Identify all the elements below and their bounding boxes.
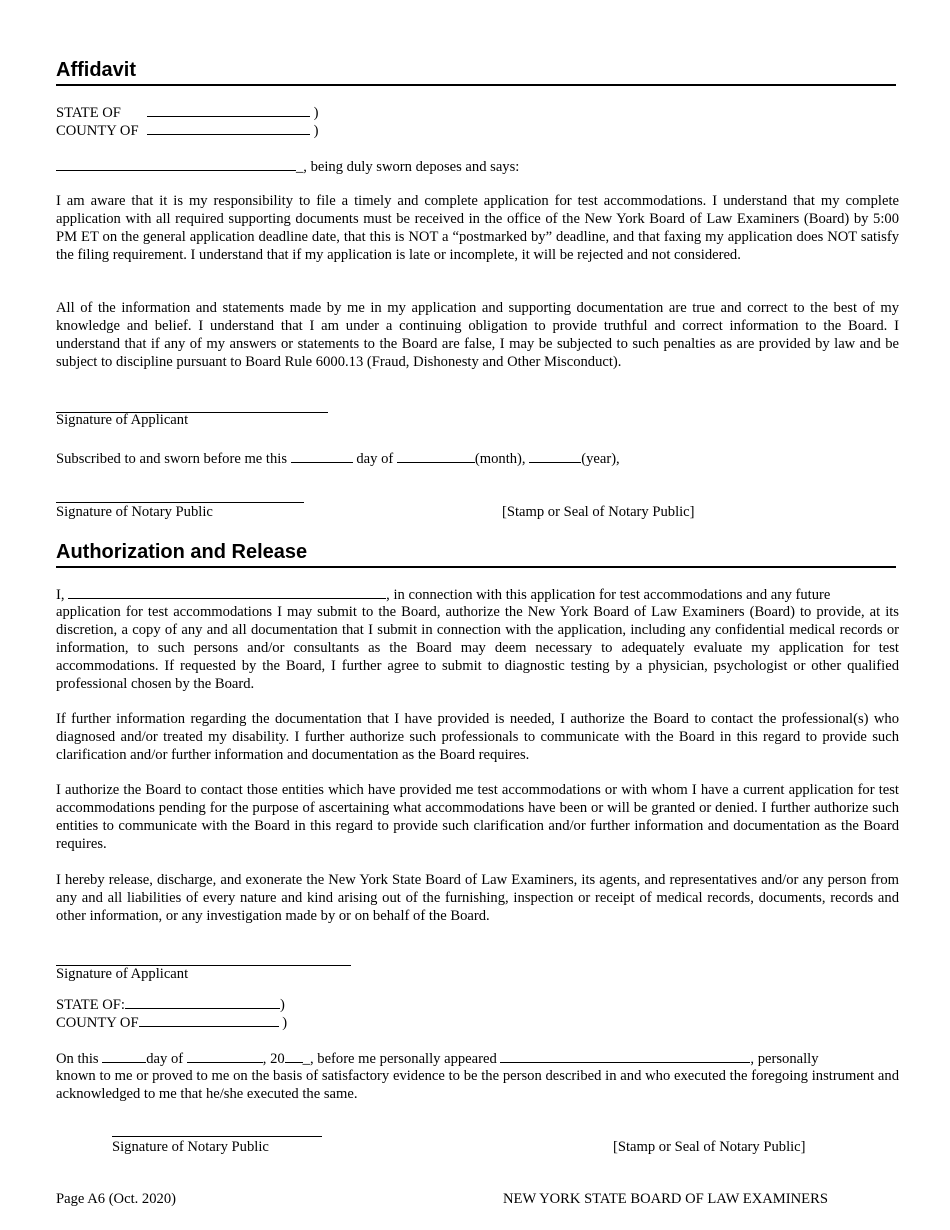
ack-year-field[interactable] (285, 1049, 303, 1063)
affidavit-paragraph-2: All of the information and statements made by me in my application and supporting documentation are true and correct to the best of my knowledge and belief. I understand that I am under a continuing obligation to provide truthful and correct information to the Board. I understand that if any of my answers or statements to the Board are false, I may be subjected to such penalties as are provided by law and be subject to discipline pursuant to Board Rule 6000.13 (Fraud, Dishonesty and Other Misconduct). (56, 300, 899, 370)
release-name-field[interactable] (68, 585, 386, 599)
ack-day-field[interactable] (102, 1049, 146, 1063)
ack-personally: , personally (750, 1051, 819, 1067)
affidavit-county-row (56, 121, 319, 140)
ack-month-field[interactable] (187, 1049, 263, 1063)
affidavit-title: Affidavit (56, 58, 896, 86)
ack-day-of: day of (146, 1051, 184, 1067)
ack-before-me: _, before me personally appeared (302, 1051, 497, 1067)
affidavit-state-row (56, 103, 319, 122)
release-paragraph-1: application for test accommodations I may submit to the Board, authorize the New York Board of Law Examiners (Board) to provide, at its discretion, a copy of any and all documentation that I submit in connection with the application, including any confidential medical records or information, to such persons and/or consultants as the Board may deem necessary to adequately evaluate my application for test accommodations. If requested by the Board, I further agree to submit to diagnostic testing by a physician, psychologist or other qualified professional chosen by the Board. (56, 604, 899, 692)
release-notary-signature-label: Signature of Notary Public (112, 1139, 269, 1155)
deponent-name-field[interactable] (56, 157, 296, 171)
affidavit-paragraph-1: I am aware that it is my responsibility to file a timely and complete application for test accommodations. I understand that my complete application with all required supporting documents must be received in the office of the New York Board of Law Examiners (Board) by 5:00 PM ET on the general application deadline date, that this is NOT a “postmarked by” deadline, and that faxing my application does NOT satisfy the filing requirement. I understand that if my application is late or incomplete, it will be rejected and not considered. (56, 193, 899, 263)
state-field[interactable] (147, 103, 310, 117)
county-field[interactable] (147, 121, 310, 135)
release-county-field[interactable] (139, 1013, 279, 1027)
release-first-line (56, 585, 899, 604)
release-paragraph-3: I authorize the Board to contact those entities which have provided me test accommodations or with whom I have a current application for test accommodations pending for the purpose of ascertaining what accommodations have been or will be granted or denied. I further authorize such entities to communicate with the Board in this regard to provide such clarification and/or further information and documentation as the Board requires. (56, 782, 899, 852)
deposes-row (56, 157, 519, 176)
release-state-field[interactable] (125, 995, 280, 1009)
release-state-label: STATE OF: (56, 997, 125, 1013)
sworn-day-field[interactable] (291, 449, 353, 463)
sworn-year-label: (year), (581, 451, 620, 467)
ack-person-field[interactable] (500, 1049, 750, 1063)
ack-on-this: On this (56, 1051, 99, 1067)
ack-comma-20: , 20 (262, 1051, 285, 1067)
release-notary-signature-line[interactable] (112, 1136, 322, 1137)
sworn-month-field[interactable] (397, 449, 475, 463)
sworn-day-of: day of (356, 451, 394, 467)
release-applicant-signature-label: Signature of Applicant (56, 966, 189, 982)
release-county-paren: ) (282, 1015, 288, 1031)
county-paren: ) (313, 123, 319, 139)
acknowledgment-rest: known to me or proved to me on the basis of satisfactory evidence to be the person described in and who executed the foregoing instrument and acknowledged to me that he/she executed the same. (56, 1068, 899, 1102)
acknowledgment-first-line (56, 1049, 819, 1068)
deposes-text: _, being duly sworn deposes and says: (296, 159, 520, 175)
release-county-label: COUNTY OF (56, 1015, 139, 1031)
state-label: STATE OF (56, 105, 121, 121)
applicant-signature-label: Signature of Applicant (56, 412, 189, 428)
release-state-paren: ) (279, 997, 285, 1013)
footer-page-number: Page A6 (Oct. 2020) (56, 1191, 176, 1207)
county-label: COUNTY OF (56, 123, 139, 139)
sworn-year-field[interactable] (529, 449, 581, 463)
release-state-row (56, 995, 285, 1014)
notary-stamp-label: [Stamp or Seal of Notary Public] (502, 504, 695, 520)
subscribed-prefix: Subscribed to and sworn before me this (56, 451, 288, 467)
release-paragraph-4: I hereby release, discharge, and exonerate the New York State Board of Law Examiners, its agents, and representatives and/or any person from any and all liabilities of every nature and kind arising out of the furnishing, inspection or receipt of medical records, documents, records and other information, or any investigation made by or on behalf of the Board. (56, 872, 899, 924)
release-paragraph-2: If further information regarding the documentation that I have provided is needed, I authorize the Board to contact the professional(s) who diagnosed and/or treated my disability. I further authorize such professionals to communicate with the Board in this regard to provide such clarification and/or further information and documentation as the Board requires. (56, 711, 899, 763)
notary-signature-label: Signature of Notary Public (56, 504, 213, 520)
release-title: Authorization and Release (56, 540, 896, 568)
state-paren: ) (313, 105, 319, 121)
release-notary-stamp-label: [Stamp or Seal of Notary Public] (613, 1139, 806, 1155)
footer-organization: NEW YORK STATE BOARD OF LAW EXAMINERS (503, 1191, 828, 1207)
sworn-month-label: (month), (474, 451, 526, 467)
release-county-row (56, 1013, 287, 1032)
subscribed-row (56, 449, 620, 468)
release-i-label: I, (56, 587, 65, 603)
release-para1-first: , in connection with this application for test accommodations and any future (386, 587, 831, 603)
